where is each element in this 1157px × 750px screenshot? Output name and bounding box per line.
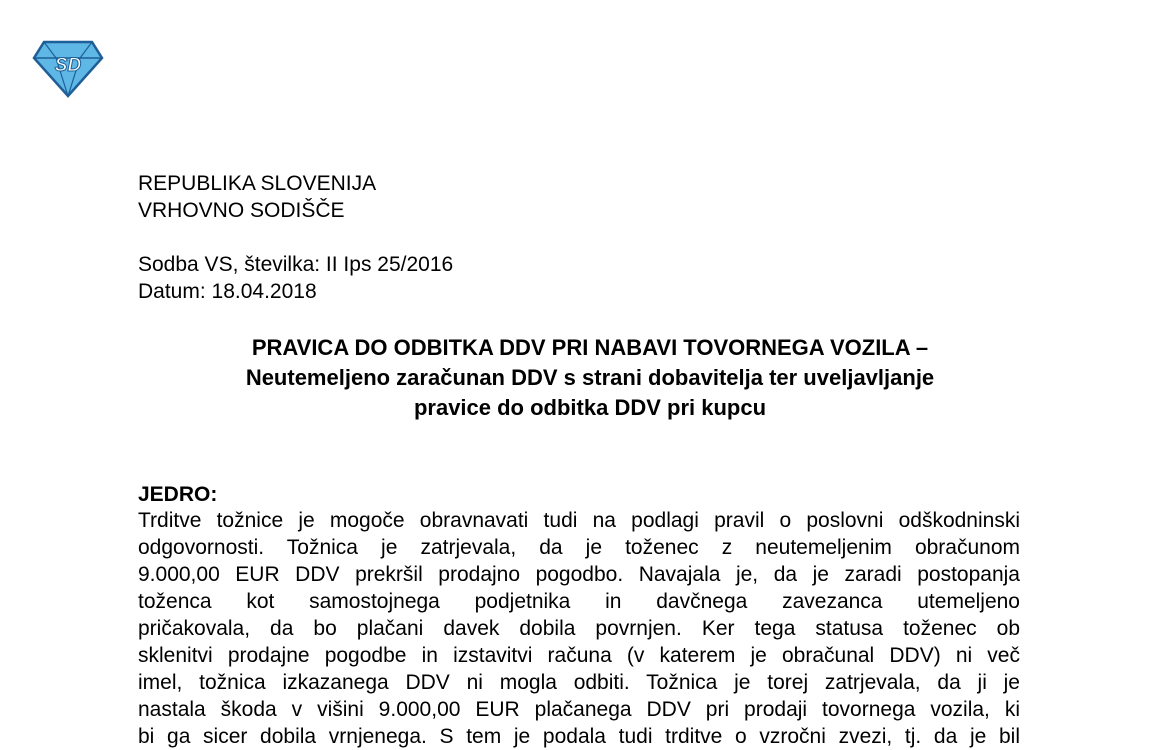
- court-header: [138, 170, 376, 224]
- case-number: Sodba VS, številka: II Ips 25/2016: [138, 253, 454, 276]
- title-line-2: Neutemeljeno zaračunan DDV s strani dobavitelja ter uveljavljanje: [245, 365, 935, 390]
- title-line-1: PRAVICA DO ODBITKA DDV PRI NABAVI TOVORNEGA VOZILA –: [251, 335, 929, 360]
- paragraph-line: sklenitvi prodajne pogodbe in izstavitvi računa (v katerem je obračunal DDV) ni več: [138, 644, 1020, 667]
- paragraph-line: nastala škoda v višini 9.000,00 EUR plačanega DDV pri prodaji tovornega vozila, ki: [138, 698, 1020, 721]
- jedro-paragraph: [138, 507, 1020, 750]
- logo-lettering: SD: [54, 55, 82, 76]
- paragraph-line: pričakovala, da bo plačani davek dobila povrnjen. Ker tega statusa toženec ob: [138, 617, 1020, 640]
- header-court: VRHOVNO SODIŠČE: [138, 199, 345, 222]
- paragraph-line: imel, tožnica izkazanega DDV ni mogla odbiti. Tožnica je torej zatrjevala, da ji je: [138, 671, 1020, 694]
- jedro-heading: JEDRO:: [138, 483, 218, 506]
- document-title: [100, 333, 1080, 423]
- header-country: REPUBLIKA SLOVENIJA: [138, 172, 377, 195]
- paragraph-line: Trditve tožnice je mogoče obravnavati tudi na podlagi pravil o poslovni odškodninski: [138, 509, 1020, 532]
- paragraph-line: bi ga sicer dobila vrnjenega. S tem je podala tudi trditve o vzročni zvezi, tj. da je bil: [138, 725, 1020, 748]
- title-line-3: pravice do odbitka DDV pri kupcu: [413, 395, 767, 420]
- case-date: Datum: 18.04.2018: [138, 280, 317, 303]
- paragraph-line: 9.000,00 EUR DDV prekršil prodajno pogodbo. Navajala je, da je zaradi postopanja: [138, 563, 1020, 586]
- paragraph-line: toženca kot samostojnega podjetnika in davčnega zavezanca utemeljeno: [138, 590, 1020, 613]
- diamond-logo-icon: [32, 40, 104, 98]
- paragraph-line: odgovornosti. Tožnica je zatrjevala, da je toženec z neutemeljenim obračunom: [138, 536, 1020, 559]
- case-meta: [138, 251, 453, 305]
